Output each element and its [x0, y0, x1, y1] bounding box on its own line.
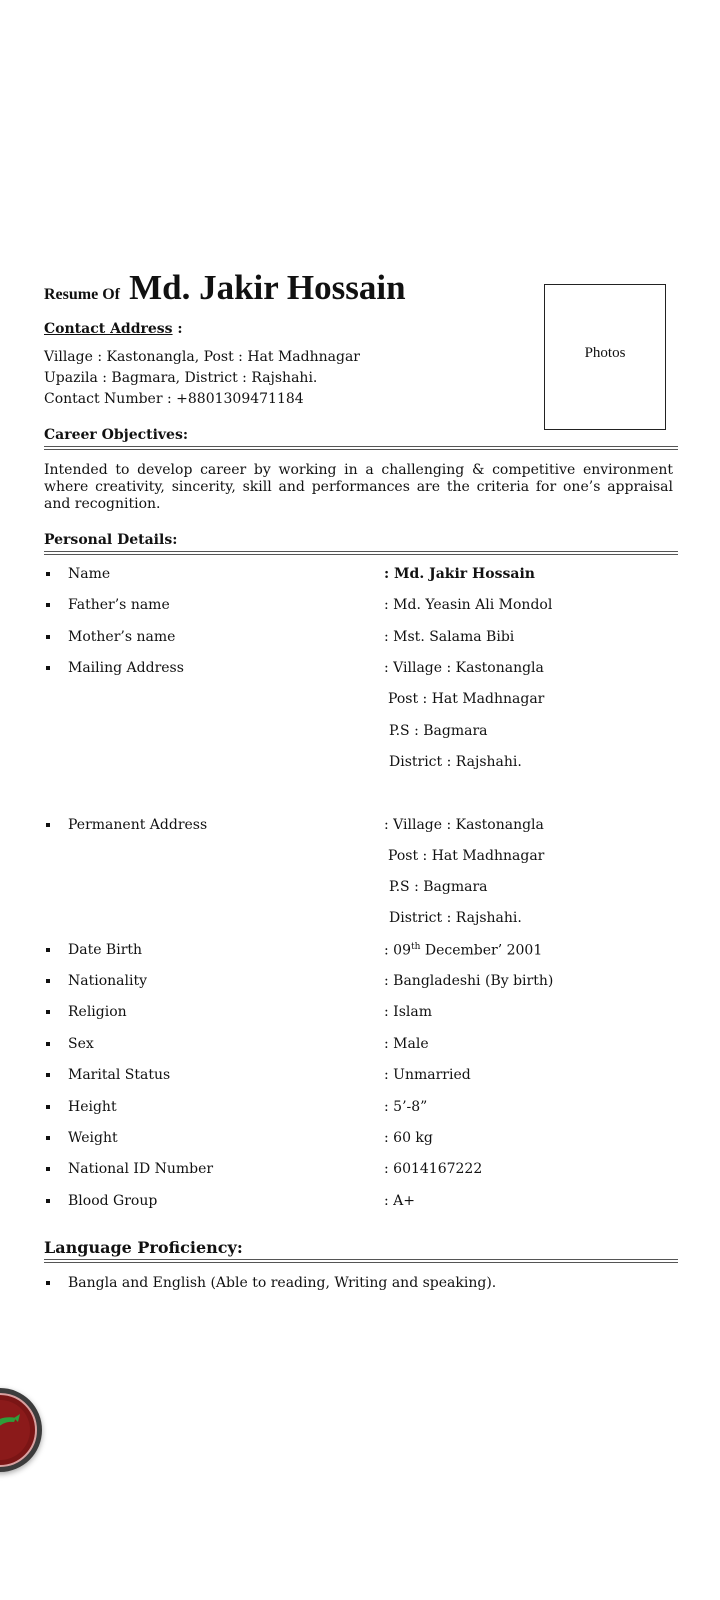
bullet-icon	[46, 1073, 50, 1077]
detail-row-father	[44, 597, 684, 617]
mailing-ps: P.S : Bagmara	[389, 723, 488, 739]
app-launcher-icon	[0, 1388, 42, 1472]
detail-label: Mother’s name	[68, 629, 176, 645]
contact-line-phone: Contact Number : +8801309471184	[44, 391, 304, 407]
detail-row-permanent	[44, 817, 684, 837]
detail-value: : Village : Kastonangla	[384, 817, 544, 833]
detail-label: Permanent Address	[68, 817, 208, 833]
detail-value	[384, 942, 542, 959]
permanent-district: District : Rajshahi.	[389, 910, 522, 926]
mailing-post: Post : Hat Madhnagar	[388, 691, 545, 707]
detail-value: : Mst. Salama Bibi	[384, 629, 515, 645]
detail-label: Sex	[68, 1036, 94, 1052]
detail-value: : 5’-8”	[384, 1099, 428, 1115]
bullet-icon	[46, 1105, 50, 1109]
contact-heading-colon: :	[172, 321, 183, 337]
personal-heading: Personal Details:	[44, 532, 178, 548]
permanent-ps: P.S : Bagmara	[389, 879, 488, 895]
bullet-icon	[46, 1199, 50, 1203]
bullet-icon	[46, 603, 50, 607]
detail-row-mother	[44, 629, 684, 649]
mailing-district: District : Rajshahi.	[389, 754, 522, 770]
bullet-icon	[46, 1136, 50, 1140]
detail-value: : Islam	[384, 1004, 432, 1020]
detail-label: Marital Status	[68, 1067, 171, 1083]
detail-label: Blood Group	[68, 1193, 158, 1209]
bullet-icon	[46, 1042, 50, 1046]
permanent-post: Post : Hat Madhnagar	[388, 848, 545, 864]
personal-divider	[44, 551, 678, 555]
bullet-icon	[46, 979, 50, 983]
detail-label: Height	[68, 1099, 117, 1115]
detail-label: Weight	[68, 1130, 118, 1146]
resume-prefix: Resume Of	[44, 286, 120, 303]
contact-line-upazila: Upazila : Bagmara, District : Rajshahi.	[44, 370, 318, 386]
detail-label: Date Birth	[68, 942, 143, 958]
photo-placeholder	[544, 284, 666, 430]
detail-value: : Md. Yeasin Ali Mondol	[384, 597, 553, 613]
detail-row-name	[44, 566, 684, 586]
language-heading: Language Proficiency:	[44, 1238, 243, 1257]
detail-value: : A+	[384, 1193, 416, 1209]
detail-value: : Unmarried	[384, 1067, 471, 1083]
birth-month-year: December’ 2001	[420, 942, 543, 959]
detail-label: Name	[68, 566, 111, 582]
detail-row-marital	[44, 1067, 684, 1087]
detail-label: National ID Number	[68, 1161, 214, 1177]
detail-value: : Bangladeshi (By birth)	[384, 973, 554, 989]
language-text: Bangla and English (Able to reading, Writing and speaking).	[68, 1275, 497, 1291]
detail-label: Nationality	[68, 973, 147, 989]
language-divider	[44, 1259, 678, 1263]
detail-row-height	[44, 1099, 684, 1119]
resume-name: Md. Jakir Hossain	[129, 268, 406, 307]
detail-value: : Male	[384, 1036, 429, 1052]
detail-row-weight	[44, 1130, 684, 1150]
bullet-icon	[46, 823, 50, 827]
bullet-icon	[46, 666, 50, 670]
detail-row-sex	[44, 1036, 684, 1056]
detail-label: Father’s name	[68, 597, 170, 613]
detail-value: : 6014167222	[384, 1161, 483, 1177]
detail-label: Religion	[68, 1004, 127, 1020]
detail-value: : Md. Jakir Hossain	[384, 566, 535, 582]
resume-title	[44, 268, 406, 308]
bullet-icon	[46, 948, 50, 952]
bullet-icon	[46, 1010, 50, 1014]
detail-row-mailing	[44, 660, 684, 680]
birth-day-suffix: th	[410, 942, 421, 952]
detail-row-blood	[44, 1193, 684, 1213]
bullet-icon	[46, 572, 50, 576]
detail-row-nationality	[44, 973, 684, 993]
contact-heading-text: Contact Address	[44, 321, 173, 337]
contact-heading	[44, 321, 183, 337]
detail-value: : 60 kg	[384, 1130, 433, 1146]
career-text: Intended to develop career by working in a challenging & competitive environment where creativity, sincerity, skill and performances are the criteria for one’s appraisal and recognition.	[44, 462, 673, 512]
detail-row-birth	[44, 942, 684, 962]
contact-line-address: Village : Kastonangla, Post : Hat Madhnagar	[44, 349, 360, 365]
career-heading: Career Objectives:	[44, 427, 189, 443]
floating-app-button[interactable]	[0, 1388, 42, 1472]
detail-row-nid	[44, 1161, 684, 1181]
detail-label: Mailing Address	[68, 660, 184, 676]
birth-day: : 09	[384, 942, 411, 959]
contact-lines	[44, 347, 360, 410]
photo-label: Photos	[584, 344, 626, 361]
career-divider	[44, 446, 678, 450]
bullet-icon	[46, 1281, 50, 1285]
bullet-icon	[46, 635, 50, 639]
detail-value: : Village : Kastonangla	[384, 660, 544, 676]
bullet-icon	[46, 1167, 50, 1171]
detail-row-religion	[44, 1004, 684, 1024]
